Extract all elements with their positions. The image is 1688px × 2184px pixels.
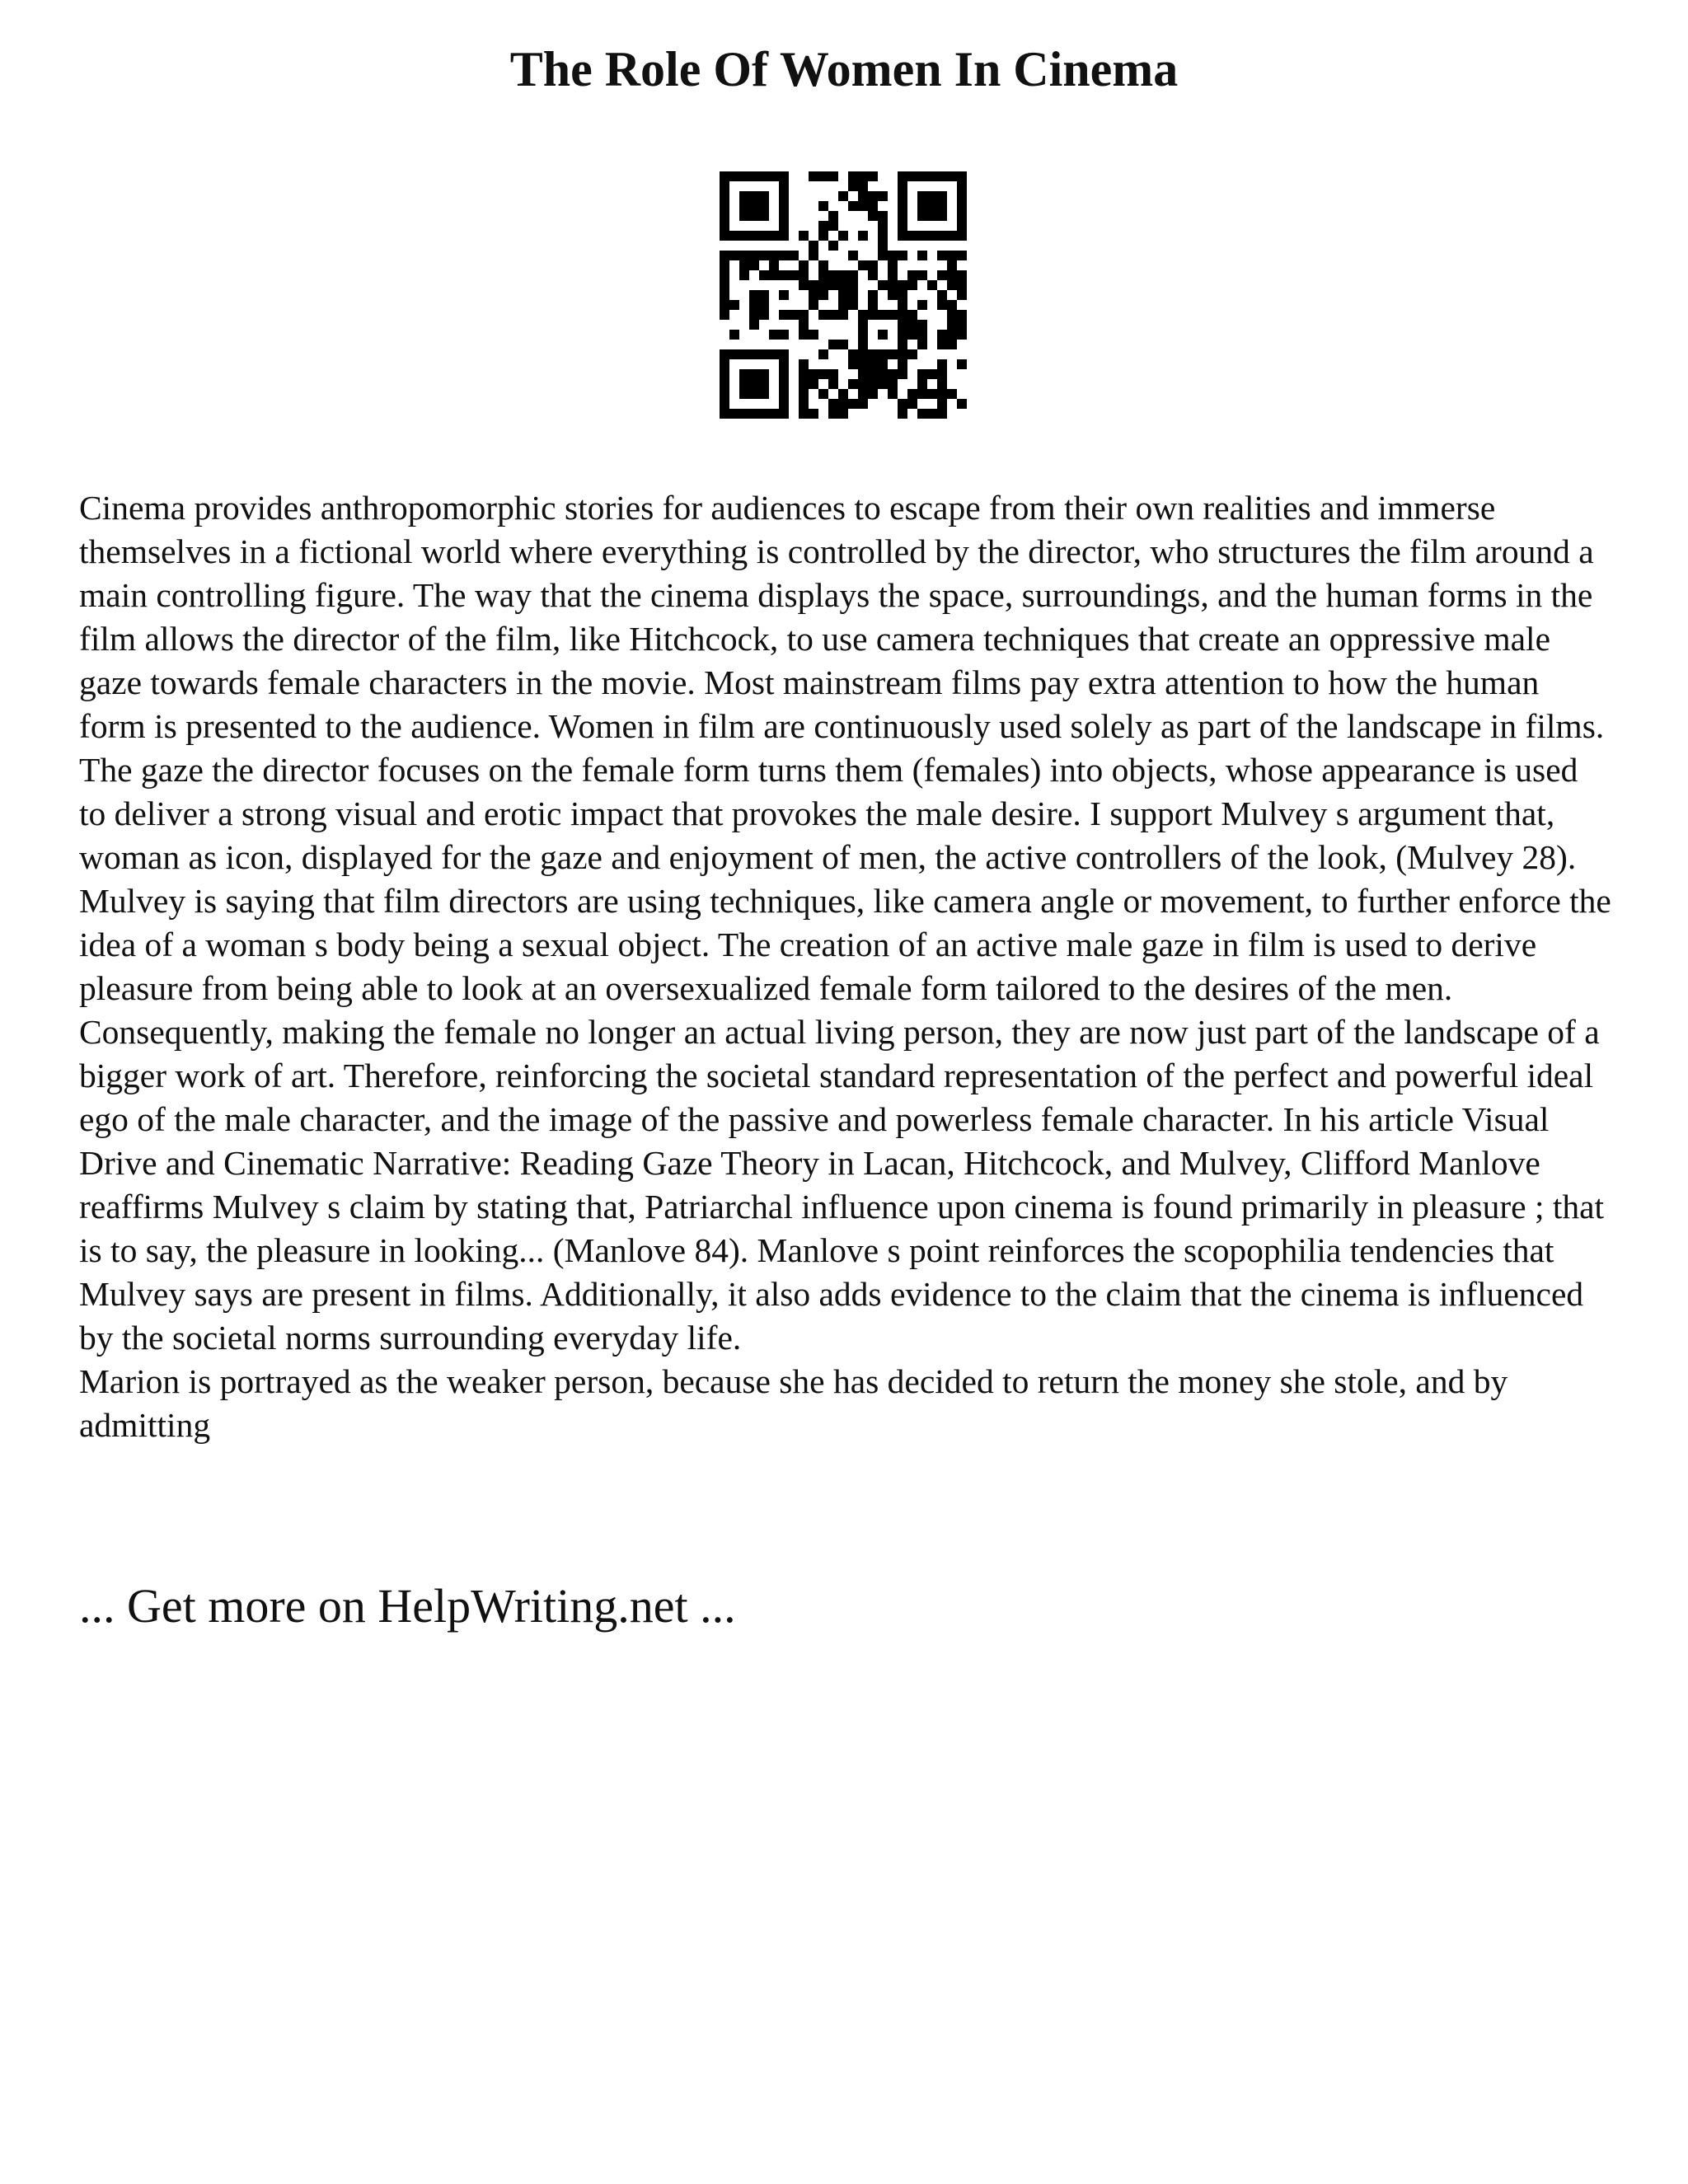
page-title: The Role Of Women In Cinema — [509, 42, 1179, 96]
paragraph-2: Marion is portrayed as the weaker person, because she has decided to return the money she stole, and by admitting — [79, 1362, 1508, 1444]
qr-code-icon — [720, 171, 967, 419]
essay-body — [79, 486, 1612, 1447]
paragraph-1: Cinema provides anthropomorphic stories for audiences to escape from their own realities and immerse themselves in a fictional world where everything is controlled by the director, who structures the film around a main controlling figure. The way that the cinema displays the space, surroundings, and the human forms in the film allows the director of the film, like Hitchcock, to use camera techniques that create an oppressive male gaze towards female characters in the movie. Most mainstream films pay extra attention to how the human form is presented to the audience. Women in film are continuously used solely as part of the landscape in films. The gaze the director focuses on the female form turns them (females) into objects, whose appearance is used to deliver a strong visual and erotic impact that provokes the male desire. I support Mulvey s argument that, woman as icon, displayed for the gaze and enjoyment of men, the active controllers of the look, (Mulvey 28). Mulvey is saying that film directors are using techniques, like camera angle or movement, to further enforce the idea of a woman s body being a sexual object. The creation of an active male gaze in film is used to derive pleasure from being able to look at an oversexualized female form tailored to the desires of the men. Consequently, making the female no longer an actual living person, they are now just part of the landscape of a bigger work of art. Therefore, reinforcing the societal standard representation of the perfect and powerful ideal ego of the male character, and the image of the passive and powerless female character. In his article Visual Drive and Cinematic Narrative: Reading Gaze Theory in Lacan, Hitchcock, and Mulvey, Clifford Manlove reaffirms Mulvey s claim by stating that, Patriarchal influence upon cinema is found primarily in pleasure ; that is to say, the pleasure in looking... (Manlove 84). Manlove s point reinforces the scopophilia tendencies that Mulvey says are present in films. Additionally, it also adds evidence to the claim that the cinema is influenced by the societal norms surrounding everyday life. — [79, 489, 1611, 1357]
get-more-link[interactable]: ... Get more on HelpWriting.net ... — [79, 1579, 736, 1633]
